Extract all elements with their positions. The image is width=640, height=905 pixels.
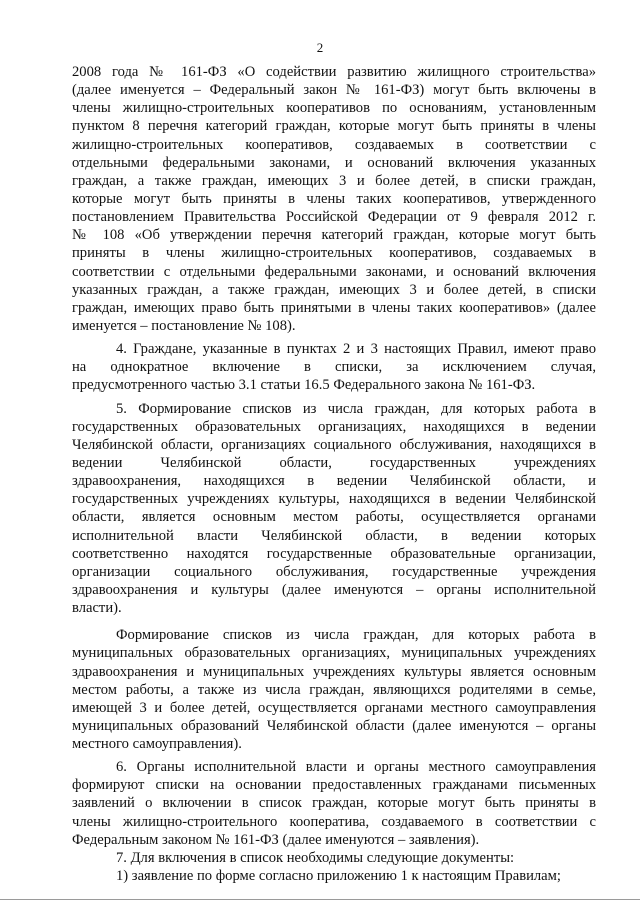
text-line: пунктом 8 перечня категорий граждан, которые могут быть приняты в члены bbox=[72, 118, 596, 135]
text-line: 2008 года № 161-ФЗ «О содействии развитию жилищного строительства» bbox=[72, 64, 596, 80]
page-number: 2 bbox=[316, 40, 324, 55]
text-line: граждан, имеющих право быть принятыми в члены таких кооперативов» (далее bbox=[72, 299, 596, 316]
paragraph-item-4 bbox=[72, 340, 596, 394]
text-line: формируют списки на основании предоставленных гражданами письменных bbox=[72, 777, 596, 794]
text-line: (далее именуется – Федеральный закон № 161-ФЗ) могут быть включены в bbox=[72, 82, 596, 99]
text-line: 4. Граждане, указанные в пунктах 2 и 3 настоящих Правил, имеют право bbox=[116, 341, 596, 358]
text-line: постановлением Правительства Российской Федерации от 9 февраля 2012 г. bbox=[72, 209, 596, 226]
text-line: жилищно-строительных кооперативов, создаваемых в соответствии с bbox=[72, 136, 596, 153]
text-line: которые могут быть приняты в члены таких кооперативов, утвержденного bbox=[72, 190, 596, 207]
text-line: указанных граждан, а также граждан, имеющих 3 и более детей, в списки bbox=[72, 281, 596, 298]
text-line: именуется – постановление № 108). bbox=[72, 317, 296, 334]
text-line: члены жилищно-строительного кооператива, создаваемого в соответствии с bbox=[72, 813, 596, 830]
document-body bbox=[72, 63, 596, 885]
text-line: заявлений о включении в список граждан, которые могут быть приняты в bbox=[72, 795, 596, 812]
text-line: соответствии с отдельными федеральными законами, и оснований включения bbox=[72, 263, 596, 280]
text-line: исполнительной власти Челябинской области, в ведении которых bbox=[72, 527, 596, 544]
text-line: приняты в члены жилищно-строительных кооперативов, создаваемых в bbox=[72, 245, 596, 262]
text-line: Челябинской области, организациях социального обслуживания, находящихся в bbox=[72, 436, 596, 453]
text-line: местного самоуправления). bbox=[72, 736, 242, 753]
text-line: власти). bbox=[72, 600, 122, 617]
paragraph-item-7 bbox=[72, 849, 596, 867]
text-line: № 108 «Об утверждении перечня категорий граждан, которые могут быть bbox=[72, 227, 596, 244]
text-line: соответственно находятся государственные образовательные организации, bbox=[72, 545, 596, 562]
text-line: муниципальных образований Челябинской области (далее именуются – органы bbox=[72, 717, 596, 734]
text-line: предусмотренного частью 3.1 статьи 16.5 Федерального закона № 161-ФЗ. bbox=[72, 377, 536, 394]
text-line: Формирование списков из числа граждан, для которых работа в bbox=[116, 627, 596, 644]
scan-edge-line bbox=[0, 899, 640, 900]
text-line: Федеральным законом № 161-ФЗ (далее именуются – заявления). bbox=[72, 831, 480, 848]
text-line: местом работы, а также из числа граждан, являющихся родителями в семье, bbox=[72, 681, 596, 698]
text-line: отдельными федеральными законами, и оснований включения указанных bbox=[72, 154, 596, 171]
paragraph-continuation bbox=[72, 63, 596, 335]
text-line: государственных учреждениях культуры, находящихся в ведении Челябинской bbox=[72, 491, 596, 508]
text-line: здравоохранения, находящихся в ведении Челябинской области, и bbox=[72, 473, 596, 490]
text-line: здравоохранения и культуры (далее именуются – органы исполнительной bbox=[72, 581, 596, 598]
text-line: организации социального обслуживания, государственные учреждения bbox=[72, 563, 596, 580]
text-line: имеющей 3 и более детей, осуществляется органами местного самоуправления bbox=[72, 699, 596, 716]
text-line: 1) заявление по форме согласно приложению 1 к настоящим Правилам; bbox=[116, 868, 561, 885]
text-line: муниципальных образовательных организациях, муниципальных учреждениях bbox=[72, 645, 596, 662]
paragraph-item-7-1 bbox=[72, 867, 596, 885]
paragraph-gap bbox=[72, 617, 596, 626]
paragraph-municipal bbox=[72, 626, 596, 753]
text-line: 6. Органы исполнительной власти и органы местного самоуправления bbox=[116, 759, 596, 776]
text-line: на однократное включение в списки, за исключением случая, bbox=[72, 359, 596, 376]
text-line: ведении Челябинской области, государственных учреждениях bbox=[72, 454, 596, 471]
text-line: 5. Формирование списков из числа граждан, для которых работа в bbox=[116, 400, 596, 417]
text-line: члены жилищно-строительных кооперативов по основаниям, установленным bbox=[72, 100, 596, 117]
text-line: граждан, а также граждан, имеющих 3 и более детей, в списки граждан, bbox=[72, 172, 596, 189]
text-line: 7. Для включения в список необходимы следующие документы: bbox=[116, 849, 515, 866]
text-line: здравоохранения и муниципальных учреждениях культуры является основным bbox=[72, 663, 596, 680]
text-line: области, является основным местом работы, осуществляется органами bbox=[72, 509, 596, 526]
paragraph-item-6 bbox=[72, 758, 596, 849]
paragraph-item-5 bbox=[72, 400, 596, 618]
text-line: государственных образовательных организациях, находящихся в ведении bbox=[72, 418, 596, 435]
